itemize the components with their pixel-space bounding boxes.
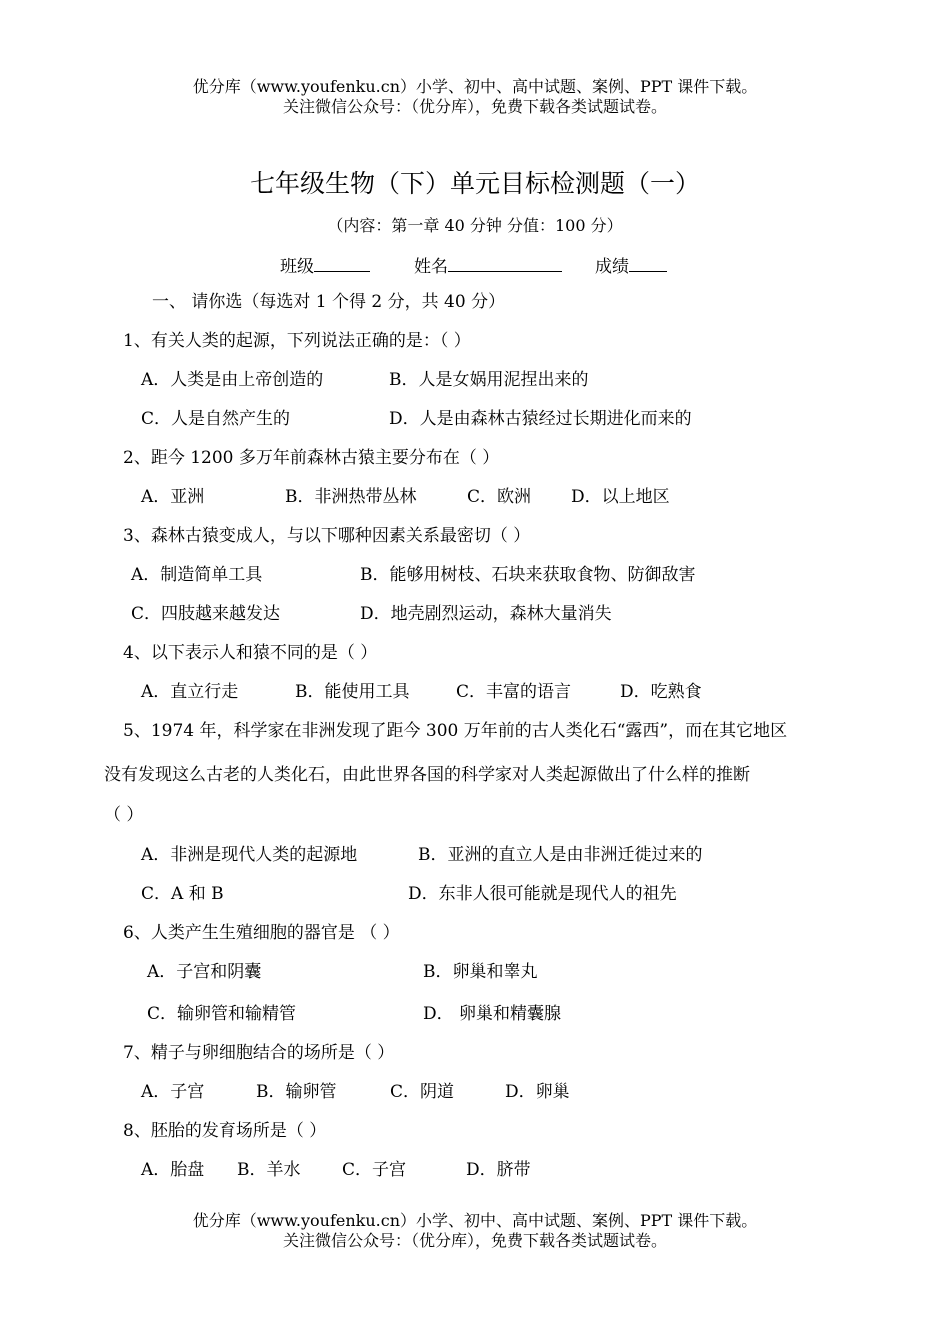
option: A．人类是由上帝创造的 <box>141 370 324 390</box>
option: C．四肢越来越发达 <box>131 604 281 624</box>
option: D． 卵巢和精囊腺 <box>423 1004 562 1024</box>
page-subtitle: （内容：第一章 40 分钟 分值：100 分） <box>327 216 623 235</box>
option: D．吃熟食 <box>620 682 702 702</box>
option: D．以上地区 <box>571 487 670 507</box>
question-stem: 没有发现这么古老的人类化石，由此世界各国的科学家对人类起源做出了什么样的推断 <box>104 765 750 785</box>
option: D．东非人很可能就是现代人的祖先 <box>408 884 677 904</box>
option: D．地壳剧烈运动，森林大量消失 <box>360 604 612 624</box>
question-stem: 6、人类产生生殖细胞的器官是 （ ） <box>123 923 400 943</box>
option: B．非洲热带丛林 <box>285 487 417 507</box>
option: A．胎盘 <box>141 1160 205 1180</box>
question-stem: 3、森林古猿变成人，与以下哪种因素关系最密切（ ） <box>123 526 531 546</box>
option: C．人是自然产生的 <box>141 409 291 429</box>
name-label: 姓名 <box>414 257 448 277</box>
option: B．人是女娲用泥捏出来的 <box>389 370 589 390</box>
footer-line-2: 关注微信公众号：（优分库），免费下载各类试题试卷。 <box>282 1231 667 1250</box>
score-blank[interactable] <box>629 253 667 272</box>
question-stem: 1、有关人类的起源，下列说法正确的是：（ ） <box>123 331 471 351</box>
question-stem: 4、以下表示人和猿不同的是（ ） <box>123 643 378 663</box>
option: D．人是由森林古猿经过长期进化而来的 <box>389 409 692 429</box>
name-field <box>414 253 562 278</box>
question-stem: 8、胚胎的发育场所是（ ） <box>123 1121 327 1141</box>
question-stem: 5、1974 年，科学家在非洲发现了距今 300 万年前的古人类化石“露西”，而在其它地区 <box>123 721 788 741</box>
option: B．能够用树枝、石块来获取食物、防御敌害 <box>360 565 696 585</box>
question-stem: （ ） <box>104 805 144 825</box>
header-line-1: 优分库（www.youfenku.cn）小学、初中、高中试题、案例、PPT 课件下载。 <box>192 77 758 96</box>
score-field <box>595 253 667 278</box>
option: C．丰富的语言 <box>456 682 572 702</box>
option: A．子宫和阴囊 <box>147 962 262 982</box>
option: A．非洲是现代人类的起源地 <box>141 845 358 865</box>
option: B．羊水 <box>237 1160 301 1180</box>
class-blank[interactable] <box>314 253 370 272</box>
question-stem: 7、精子与卵细胞结合的场所是（ ） <box>123 1043 395 1063</box>
option: C．阴道 <box>390 1082 455 1102</box>
score-label: 成绩 <box>595 257 629 277</box>
option: A．亚洲 <box>141 487 205 507</box>
option: C．子宫 <box>342 1160 407 1180</box>
section-heading: 一、 请你选（每选对 1 个得 2 分，共 40 分） <box>152 292 506 312</box>
option: A．直立行走 <box>141 682 239 702</box>
question-stem: 2、距今 1200 多万年前森林古猿主要分布在（ ） <box>123 448 500 468</box>
option: B．输卵管 <box>256 1082 337 1102</box>
option: D．卵巢 <box>505 1082 570 1102</box>
option: A．制造简单工具 <box>131 565 263 585</box>
option: B．能使用工具 <box>295 682 410 702</box>
class-field <box>280 253 370 278</box>
class-label: 班级 <box>280 257 314 277</box>
option: C．A 和 B <box>141 884 224 904</box>
option: D．脐带 <box>466 1160 531 1180</box>
page-title: 七年级生物（下）单元目标检测题（一） <box>249 169 700 198</box>
option: C．输卵管和输精管 <box>147 1004 297 1024</box>
option: A．子宫 <box>141 1082 205 1102</box>
name-blank[interactable] <box>448 253 562 272</box>
header-line-2: 关注微信公众号：（优分库），免费下载各类试题试卷。 <box>282 97 667 116</box>
option: C．欧洲 <box>467 487 532 507</box>
option: B．卵巢和睾丸 <box>423 962 538 982</box>
footer-line-1: 优分库（www.youfenku.cn）小学、初中、高中试题、案例、PPT 课件下载。 <box>192 1211 758 1230</box>
option: B．亚洲的直立人是由非洲迁徙过来的 <box>418 845 703 865</box>
